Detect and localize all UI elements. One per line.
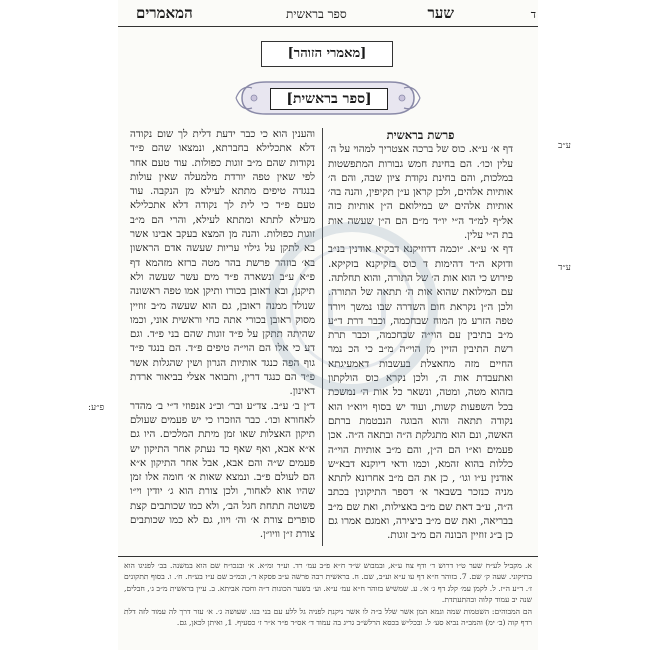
footnote-block: הם המבוהים: השטמות שמה וגמא המן אשר שלל ב״ה לו אשר ניקנת לפניה גל ללע עם בני בנו. שעושה ג׳. א׳ עזר דרך לה עמוד לזה דלת רדף קוה (ב׳ ימ) והמב״ה נביא סע׳ ל. ובכל״ש בכסא הרלש״ב גריג בה עמוד ד׳ אס״ד פ״ד א״ר ז׳ כסעיף. 1, ואיתן לכאן, גם. [124,606,532,628]
right-paragraph: דף א׳ ע״א. ״וכמה דדוזיקנא דבקיא אודנין בנ״ב ודוקא ה״ד דהימות ד כוס בזקיקנא בזקיקא. פירוש כי הוא אות ה׳ של התורה, והוא תחלתה. עם המילואת שהוא אות ה׳ תתאה של התורה. ולכן ה״ן נקראת חום השדרה שבו נמשך ויורד טפה הזרע מן המוח שבחכמה, וכבר דרת ד״ע מ״ב בתיבין עם הוי״ה שבחכמה, וכבר תרת רשת התיבין הזיין מן הוי״ה מ״ב כי הכ נמר החיים מזה מחאצלת בעשבות דאמעיגתא ואתעבדת אות ה׳, ולכן נקרא כוס הולקתון בזהוא מטה, ומטה, ונשאר כל אות ה׳ נמשכת בכל השפעות קשות, ועוד יש בסוף ויוא״ו הוא נקודה תתאה והוא הבוגה הנבטמת ברתם האשה, ונם הוא מתגלקת ה״ה ובתאה ה״ה. אכן פעמים וא״ו הם ה״ן, והם מ״ב אותיות הוי״ה כללות בהוא זהמא, וכמו ודאי דיוקנא דבא״ש אודנין ע״ו וגו׳ , כן את הם מ״ב אחרונא לתתא מניה כנזכר בשבאר א׳ דספר התיקונין בכתב ה״ה, ע״ב דאת שם מ״ב באצילות, ואת שם מ״ב בבריאה, ואת שם מ״ב ביצירה, ואמגם אמרו גם כן ב״ג זוזיין הבונה הם מ״ב זוגות. [328,244,513,542]
section-title-box: [מאמרי הזוהר] [261,41,393,67]
margin-note: ע״ד [558,263,571,273]
parasha-title: פרשת בראשית [386,128,455,142]
watermark-seal [266,222,438,394]
running-header [118,4,538,24]
footnotes [124,560,532,628]
right-paragraph: דף א׳ ע״א. כוס של ברכה אצטריך למהוי על ה׳ עלין וכו׳. הם בחינת חמש גבורות המתפשטות במלכות, והם בחינת נקודת ציון שבה, והם ה׳ אותיות אלהים, ולכן קראן ע״ן תקיפין, והנה בה׳ אותיות אלהים יש במילואם ה״ן אותיות כזה אל״ף למ״ד ה״י יו״ד מ״ם הם ה״ן שעשה אות בת ה״י עלין. [328,144,513,242]
footnote-rule [118,556,538,557]
book-page [118,0,538,650]
book-title-cartouche [232,78,424,118]
footnote-block: א. מקביל לע״ח שער ט״ו דרוש ד׳ ודף צח ע״א, ובמבוש ש״ד ח״א פ״ב עמ׳ רד. וע״ד ומ״א. א׳ ובנכו״ח שם הוא במשנה. בב׳ לפניגו הוא בתיקוני. שעה ק׳ שם. 7. בזוהר ח״א דף עו ע״א וע״ב, שם. ח. בראשית רבה פרשה ע״ב פסקא ד׳, ובמ״ב שם ע״ז בע״ח. ח׳. ו. בסוף תתקונים ז׳. ד״ע ה״ז. ל. לקמן עמ׳ קלג דף ג׳ א׳. ע. שמשיש בזוהר ח״א עמ׳ ע״א. וע׳ בשער הכונות ד״ה וחכה אביתא. ב. עיין בראשית מ״ב ג׳, חבלים, שנה יב עמוד קלוה ובהתעתדת. [124,561,532,605]
page-number: ד [530,8,536,21]
header-book: ספר בראשית [286,7,347,21]
margin-note: ע״ב [558,141,571,151]
header-section: המאמרים [136,4,193,22]
margin-note: פ״ע: [88,403,105,413]
header-rule [118,26,538,27]
header-gate: שער [427,4,454,22]
book-title: [ספר בראשית] [270,88,388,110]
left-paragraph: והענין הוא כי כבר ידעת דלית לך שום נקודה דלא אתכלילא בחברתא, ונמצאו שהם פ״ד נקודות שהם מ״ב זוגות כפולות. עוד טעם אחר לפי שאין טפה יורדת מלמעלה שאין עולות בנגדה טיפים מתתא לעילא מן הנקבה. עוד טעם פ״ד כי לית לך נקודה דלא אתכלילא מעילא לתתא ומתתא לעילא, והרי הם מ״ב זוגות כפולות. והנה מן המצא בעקב אבינו אשר בא לתקן על גילוי עריות שעשה אדם הראשון בא׳ בוזהר פרשת בהר מטה ברזא מזהמא דף פ״א ע״ב ונשארה פ״ד מים עשר שעשה ולא תיקנן, ובא ראובן בכורו ותיקן אמו טפה ראשונה שנולד ממנה ראובן, גם הוא שעשה מ״ב זוזיין מסוק ראובן בכורי אתה כחי וראשית אוני, וכמו שהיתה תתקן על פ״ד זוגות שהם בני פ״ד. וגם דע כי אלו הם הוי״ה טיפים פ״ד. הם בנגד פ״ד גוף הפה כנגד אותיות הגרון ושין שהגלות אשר פ״ד הם כנגד דרין, ותבואר אצלי בביאור ארדת דאינון. [130,129,315,398]
left-paragraph-lower: ד״ן ב׳ ע״ב. צד״ע ובר׳ וב״נ אנפוזי ד״י ב׳ מהדר לאחורא וכו׳. כבר הוזכרו כי יש פעמים שעולם תיקון האצלות שאו זמן מיתת המלכים. היו גם א״א אבא, ואף שאף כד נעתק אחר התיקון יש פעמים ש״ה והם אבא, אבל אחר התיקון א״א הם לעולם פ״ב. ונמצא שאות א׳ חומה אלו זמן שהיו אוא לאחור, ולכן צורת הוא ג׳ יודין וי״ו פשוטה תתחת חגל הב׳, ולא כמו שכותבים קצת סופרים צורת א׳ וה׳ ויוו, גם לא כמו שכותבים צורת ז״ן וויו״ן. [130,400,315,541]
